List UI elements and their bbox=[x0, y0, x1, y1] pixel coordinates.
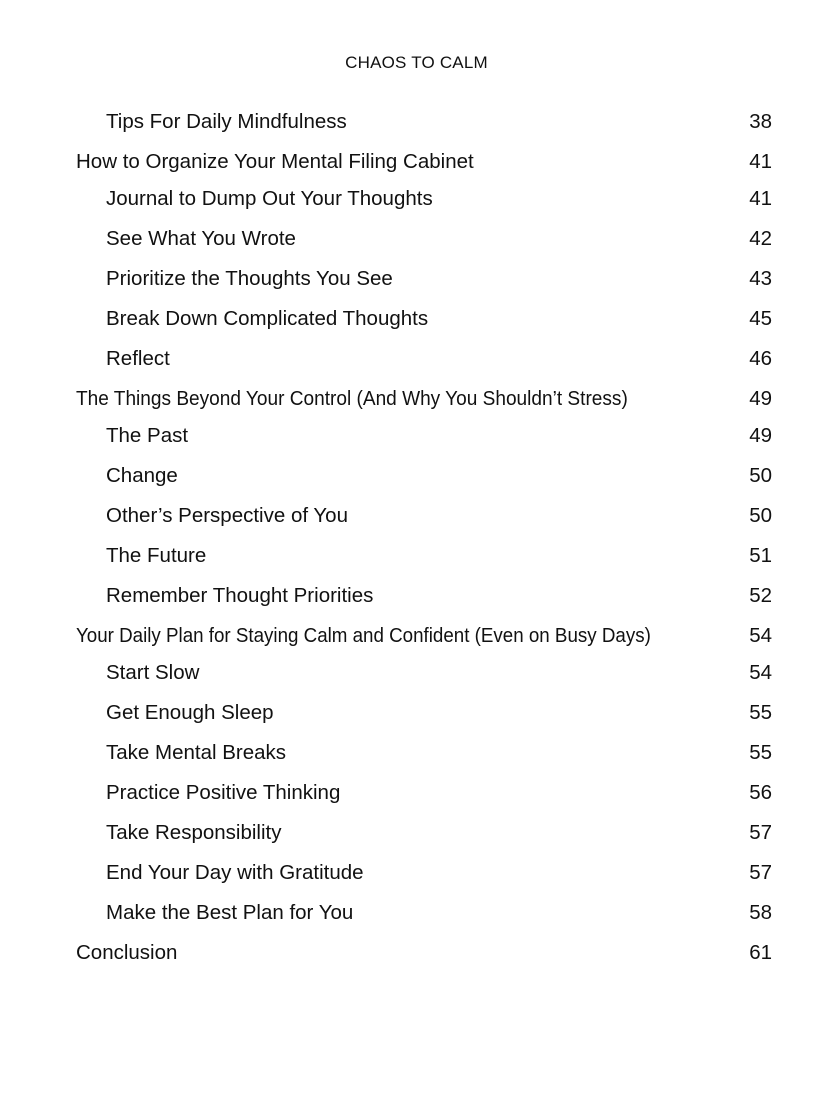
toc-entry-title: Practice Positive Thinking bbox=[106, 781, 341, 804]
toc-entry-others-perspective[interactable] bbox=[76, 503, 772, 529]
toc-entry-title: Other’s Perspective of You bbox=[106, 504, 348, 527]
toc-entry-see-what-you-wrote[interactable] bbox=[76, 226, 772, 252]
toc-entry-title: Remember Thought Priorities bbox=[106, 584, 374, 607]
toc-entry-title: The Things Beyond Your Control (And Why You Shouldn’t Stress) bbox=[76, 387, 628, 410]
toc-entry-prioritize-thoughts[interactable] bbox=[76, 266, 772, 292]
toc-entry-page: 57 bbox=[749, 861, 772, 884]
toc-entry-page: 41 bbox=[749, 187, 772, 210]
toc-entry-title: The Future bbox=[106, 544, 207, 567]
toc-entry-page: 38 bbox=[749, 110, 772, 133]
toc-chapter-conclusion[interactable] bbox=[76, 940, 772, 966]
toc-entry-page: 49 bbox=[749, 424, 772, 447]
toc-entry-title: Your Daily Plan for Staying Calm and Confident (Even on Busy Days) bbox=[76, 624, 651, 647]
toc-entry-reflect[interactable] bbox=[76, 346, 772, 372]
toc-entry-journal-thoughts[interactable] bbox=[76, 186, 772, 212]
toc-entry-take-responsibility[interactable] bbox=[76, 820, 772, 846]
toc-entry-page: 54 bbox=[749, 624, 772, 647]
toc-entry-page: 46 bbox=[749, 347, 772, 370]
toc-entry-mental-breaks[interactable] bbox=[76, 740, 772, 766]
toc-entry-page: 58 bbox=[749, 901, 772, 924]
toc-entry-positive-thinking[interactable] bbox=[76, 780, 772, 806]
toc-chapter-organize-mental-filing-cabinet[interactable] bbox=[76, 149, 772, 175]
toc-entry-best-plan[interactable] bbox=[76, 900, 772, 926]
toc-entry-enough-sleep[interactable] bbox=[76, 700, 772, 726]
toc-entry-title: Get Enough Sleep bbox=[106, 701, 274, 724]
toc-entry-page: 42 bbox=[749, 227, 772, 250]
toc-entry-title: Change bbox=[106, 464, 178, 487]
toc-entry-end-day-gratitude[interactable] bbox=[76, 860, 772, 886]
toc-entry-page: 55 bbox=[749, 741, 772, 764]
toc-entry-page: 55 bbox=[749, 701, 772, 724]
running-header: CHAOS TO CALM bbox=[345, 53, 488, 72]
toc-entry-remember-priorities[interactable] bbox=[76, 583, 772, 609]
toc-entry-title: Conclusion bbox=[76, 941, 178, 964]
toc-entry-page: 56 bbox=[749, 781, 772, 804]
toc-entry-page: 50 bbox=[749, 464, 772, 487]
toc-entry-title: The Past bbox=[106, 424, 189, 447]
toc-entry-the-future[interactable] bbox=[76, 543, 772, 569]
toc-entry-page: 51 bbox=[749, 544, 772, 567]
toc-entry-page: 54 bbox=[749, 661, 772, 684]
toc-entry-the-past[interactable] bbox=[76, 423, 772, 449]
toc-chapter-daily-plan[interactable] bbox=[76, 623, 772, 649]
toc-entry-page: 43 bbox=[749, 267, 772, 290]
toc-entry-change[interactable] bbox=[76, 463, 772, 489]
toc-entry-title: Tips For Daily Mindfulness bbox=[106, 110, 347, 133]
toc-entry-title: Reflect bbox=[106, 347, 170, 370]
toc-entry-page: 52 bbox=[749, 584, 772, 607]
toc-entry-page: 41 bbox=[749, 150, 772, 173]
toc-entry-title: Prioritize the Thoughts You See bbox=[106, 267, 393, 290]
toc-entry-title: Take Mental Breaks bbox=[106, 741, 287, 764]
toc-entry-page: 61 bbox=[749, 941, 772, 964]
toc-entry-title: Make the Best Plan for You bbox=[106, 901, 354, 924]
toc-entry-page: 50 bbox=[749, 504, 772, 527]
toc-entry-title: See What You Wrote bbox=[106, 227, 296, 250]
toc-entry-page: 45 bbox=[749, 307, 772, 330]
toc-entry-title: Break Down Complicated Thoughts bbox=[106, 307, 429, 330]
toc-entry-break-down-thoughts[interactable] bbox=[76, 306, 772, 332]
toc-chapter-things-beyond-control[interactable] bbox=[76, 386, 772, 412]
toc-entry-title: Start Slow bbox=[106, 661, 200, 684]
toc-entry-title: Journal to Dump Out Your Thoughts bbox=[106, 187, 433, 210]
toc-entry-tips-for-daily-mindfulness[interactable] bbox=[76, 109, 772, 135]
toc-entry-start-slow[interactable] bbox=[76, 660, 772, 686]
toc-entry-title: End Your Day with Gratitude bbox=[106, 861, 364, 884]
toc-entry-page: 49 bbox=[749, 387, 772, 410]
toc-entry-title: Take Responsibility bbox=[106, 821, 282, 844]
toc-entry-title: How to Organize Your Mental Filing Cabinet bbox=[76, 150, 474, 173]
toc-entry-page: 57 bbox=[749, 821, 772, 844]
